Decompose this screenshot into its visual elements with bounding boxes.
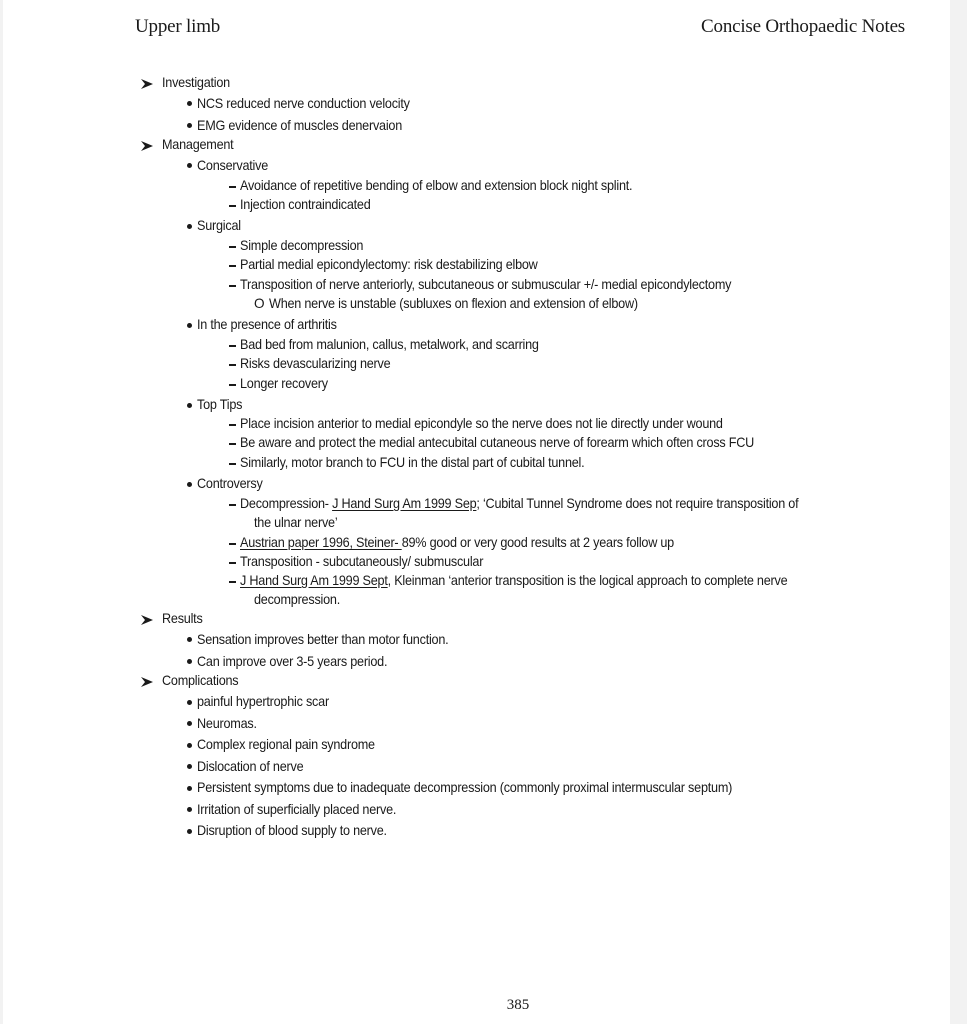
citation-link[interactable]: Austrian paper 1996, Steiner- — [240, 535, 402, 550]
sub-list-item: Risks devascularizing nerve — [240, 356, 391, 371]
section-heading-results: Results — [162, 611, 203, 626]
sub-list-item: Similarly, motor branch to FCU in the distal part of cubital tunnel. — [240, 455, 585, 470]
dash-bullet-icon — [229, 384, 236, 386]
bullet-icon — [187, 224, 192, 229]
dash-bullet-icon — [229, 186, 236, 188]
dash-bullet-icon — [229, 443, 236, 445]
list-item: Neuromas. — [197, 716, 257, 731]
sub-list-item: Partial medial epicondylectomy: risk destabilizing elbow — [240, 257, 538, 272]
bullet-icon — [187, 700, 192, 705]
section-heading-management: Management — [162, 137, 234, 152]
list-item: Can improve over 3-5 years period. — [197, 654, 388, 669]
bullet-icon — [187, 743, 192, 748]
dash-bullet-icon — [229, 265, 236, 267]
citation-link[interactable]: J Hand Surg Am 1999 Sep — [332, 496, 477, 511]
sub-sub-list-item: When nerve is unstable (subluxes on flexion and extension of elbow) — [269, 296, 638, 311]
dash-bullet-icon — [229, 285, 236, 287]
sub-list-item: Transposition of nerve anteriorly, subcutaneous or submuscular +/- medial epicondylectomy — [240, 277, 732, 292]
controversy-item-continuation: decompression. — [254, 592, 340, 607]
list-item: Disruption of blood supply to nerve. — [197, 823, 387, 838]
running-header-chapter: Upper limb — [135, 16, 221, 37]
list-item: NCS reduced nerve conduction velocity — [197, 96, 410, 111]
dash-bullet-icon — [229, 246, 236, 248]
bullet-icon — [187, 764, 192, 769]
list-item-conservative: Conservative — [197, 158, 268, 173]
controversy-item — [240, 573, 787, 588]
circle-bullet-marker: O — [254, 296, 265, 311]
list-item: Irritation of superficially placed nerve. — [197, 802, 397, 817]
dash-bullet-icon — [229, 543, 236, 545]
sub-list-item: Place incision anterior to medial epicondyle so the nerve does not lie directly under wound — [240, 416, 723, 431]
dash-bullet-icon — [229, 463, 236, 465]
controversy-text: Decompression- — [240, 496, 333, 511]
dash-bullet-icon — [229, 504, 236, 506]
list-item: EMG evidence of muscles denervaion — [197, 118, 403, 133]
list-item-surgical: Surgical — [197, 218, 241, 233]
dash-bullet-icon — [229, 205, 236, 207]
bullet-icon — [187, 323, 192, 328]
section-heading-investigation: Investigation — [162, 75, 230, 90]
bullet-icon — [187, 123, 192, 128]
bullet-icon — [187, 829, 192, 834]
bullet-icon — [187, 482, 192, 487]
controversy-item — [240, 554, 483, 569]
list-item: painful hypertrophic scar — [197, 694, 329, 709]
sub-list-item: Bad bed from malunion, callus, metalwork, and scarring — [240, 337, 539, 352]
controversy-text: ; ‘Cubital Tunnel Syndrome does not require transposition of — [476, 496, 799, 511]
citation-link[interactable]: J Hand Surg Am 1999 Sept — [240, 573, 388, 588]
section-heading-complications: Complications — [162, 673, 239, 688]
dash-bullet-icon — [229, 345, 236, 347]
sub-list-item: Simple decompression — [240, 238, 364, 253]
arrow-bullet-icon — [141, 79, 153, 89]
list-item-top-tips: Top Tips — [197, 397, 243, 412]
bullet-icon — [187, 637, 192, 642]
controversy-text: 89% good or very good results at 2 years follow up — [401, 535, 674, 550]
list-item: Complex regional pain syndrome — [197, 737, 375, 752]
dash-bullet-icon — [229, 364, 236, 366]
list-item: Persistent symptoms due to inadequate decompression (commonly proximal intermuscular septum) — [197, 780, 733, 795]
list-item-arthritis: In the presence of arthritis — [197, 317, 337, 332]
arrow-bullet-icon — [141, 677, 153, 687]
bullet-icon — [187, 659, 192, 664]
sub-list-item: Be aware and protect the medial antecubital cutaneous nerve of forearm which often cross FCU — [240, 435, 755, 450]
list-item-controversy: Controversy — [197, 476, 263, 491]
controversy-item — [240, 535, 674, 550]
controversy-text: , Kleinman ‘anterior transposition is the logical approach to complete nerve — [387, 573, 788, 588]
sub-list-item: Avoidance of repetitive bending of elbow and extension block night splint. — [240, 178, 633, 193]
list-item: Sensation improves better than motor function. — [197, 632, 449, 647]
list-item: Dislocation of nerve — [197, 759, 304, 774]
bullet-icon — [187, 807, 192, 812]
arrow-bullet-icon — [141, 141, 153, 151]
document-page — [3, 0, 950, 1024]
dash-bullet-icon — [229, 581, 236, 583]
controversy-text: Transposition - subcutaneously/ submuscular — [240, 554, 484, 569]
dash-bullet-icon — [229, 424, 236, 426]
sub-list-item: Longer recovery — [240, 376, 328, 391]
bullet-icon — [187, 403, 192, 408]
sub-list-item: Injection contraindicated — [240, 197, 371, 212]
bullet-icon — [187, 101, 192, 106]
controversy-item — [240, 496, 798, 511]
bullet-icon — [187, 721, 192, 726]
bullet-icon — [187, 786, 192, 791]
controversy-item-continuation: the ulnar nerve’ — [254, 515, 338, 530]
bullet-icon — [187, 163, 192, 168]
running-header-book-title: Concise Orthopaedic Notes — [701, 16, 905, 37]
page-number: 385 — [506, 997, 530, 1013]
dash-bullet-icon — [229, 562, 236, 564]
arrow-bullet-icon — [141, 615, 153, 625]
